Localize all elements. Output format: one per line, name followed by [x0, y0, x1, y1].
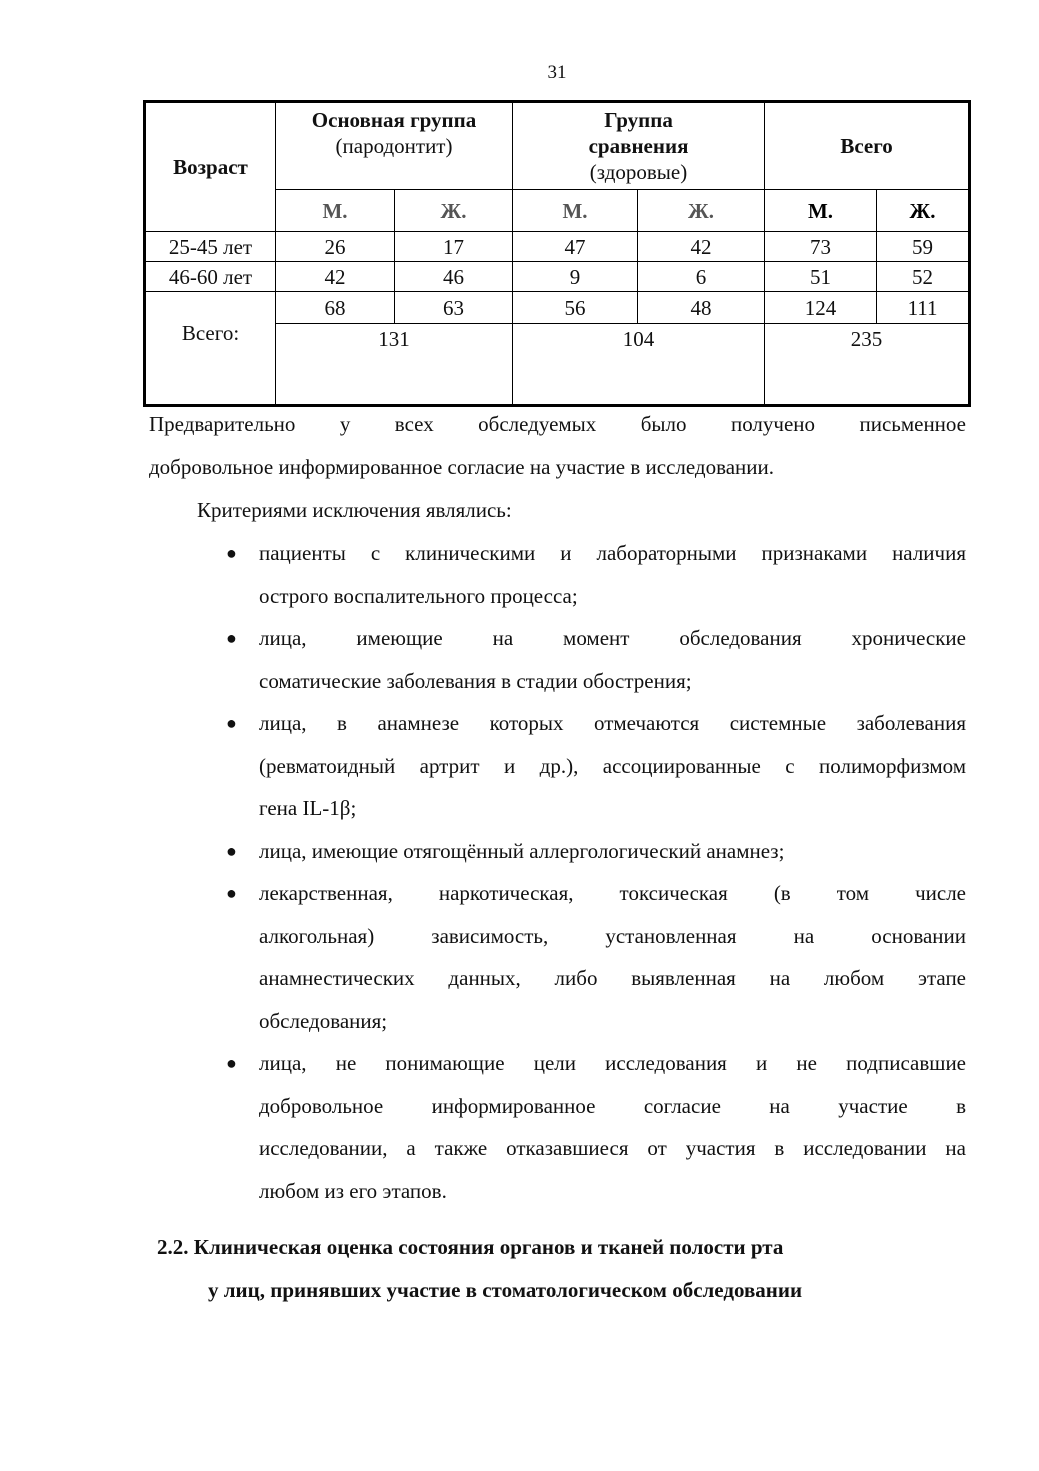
sub-header-m: М.	[765, 190, 877, 232]
list-item-line: гена IL-1β;	[259, 796, 357, 820]
table-cell: 9	[513, 262, 638, 292]
table-cell: 42	[638, 232, 765, 262]
sub-header-f: Ж.	[638, 190, 765, 232]
sub-header-m: М.	[513, 190, 638, 232]
header-age: Возраст	[145, 102, 276, 232]
table-cell: 124	[765, 292, 877, 324]
table-cell: 73	[765, 232, 877, 262]
table-cell: 26	[276, 232, 395, 262]
group-total-comparison: 104	[513, 324, 765, 406]
list-item	[0, 830, 966, 873]
paragraph-consent-line-1: Предварительно у всех обследуемых было получено письменное	[149, 412, 966, 436]
sub-header-f: Ж.	[395, 190, 513, 232]
bullet-icon: ●	[226, 883, 237, 903]
bullet-icon: ●	[226, 840, 237, 861]
list-item-line: любом из его этапов.	[259, 1178, 447, 1203]
bullet-icon: ●	[226, 1053, 237, 1073]
header-main-subtitle: (пародонтит)	[335, 134, 453, 158]
demographics-table	[143, 100, 971, 407]
page-number: 31	[547, 62, 567, 83]
group-total-all: 235	[765, 324, 970, 406]
list-item-line: добровольное информированное согласие на участие в	[259, 1093, 966, 1118]
table-cell: 59	[877, 232, 970, 262]
list-item-line: лекарственная, наркотическая, токсическая (в том числе	[259, 881, 966, 905]
row-label: 25-45 лет	[145, 232, 276, 262]
header-main-group	[276, 102, 513, 190]
table-cell: 47	[513, 232, 638, 262]
header-comp-title-2: сравнения	[588, 134, 689, 158]
bullet-icon: ●	[226, 628, 237, 648]
header-comp-subtitle: (здоровые)	[589, 160, 688, 184]
table-cell: 42	[276, 262, 395, 292]
table-cell: 51	[765, 262, 877, 292]
list-item	[0, 872, 966, 1042]
list-item-line: соматические заболевания в стадии обострения;	[259, 668, 692, 693]
list-item-line: исследовании, а также отказавшиеся от участия в исследовании на	[259, 1136, 966, 1160]
table-cell: 48	[638, 292, 765, 324]
list-item-line: лица, имеющие на момент обследования хронические	[259, 626, 966, 650]
list-item	[0, 617, 966, 702]
bullet-icon: ●	[226, 543, 237, 563]
table-row-total	[145, 292, 970, 324]
header-comp-title-1: Группа	[604, 108, 673, 132]
row-label-total: Всего:	[145, 292, 276, 406]
list-item-line: алкогольная) зависимость, установленная на основании	[259, 923, 966, 948]
list-item-line: лица, имеющие отягощённый аллергологический анамнез;	[259, 838, 785, 863]
section-heading-line-2: у лиц, принявших участие в стоматологическом обследовании	[208, 1278, 803, 1302]
list-item-line: лица, в анамнезе которых отмечаются системные заболевания	[259, 711, 966, 735]
list-item-line: острого воспалительного процесса;	[259, 583, 578, 608]
paragraph-consent-line-2: добровольное информированное согласие на участие в исследовании.	[149, 455, 775, 479]
table-row	[145, 232, 970, 262]
list-item-line: (ревматоидный артрит и др.), ассоциированные с полиморфизмом	[259, 753, 966, 778]
table-cell: 17	[395, 232, 513, 262]
header-comparison-group	[513, 102, 765, 190]
header-total: Всего	[765, 102, 970, 190]
list-item	[0, 532, 966, 617]
row-label: 46-60 лет	[145, 262, 276, 292]
group-total-main: 131	[276, 324, 513, 406]
section-heading-line-1: 2.2. Клиническая оценка состояния органов и тканей полости рта	[157, 1235, 784, 1259]
table-row	[145, 262, 970, 292]
table-cell: 56	[513, 292, 638, 324]
bullet-icon: ●	[226, 713, 237, 733]
criteria-intro: Критериями исключения являлись:	[197, 498, 512, 522]
list-item-line: лица, не понимающие цели исследования и не подписавшие	[259, 1051, 966, 1075]
list-item-line: пациенты с клиническими и лабораторными признаками наличия	[259, 541, 966, 565]
exclusion-criteria-list	[0, 532, 1039, 1212]
sub-header-m: М.	[276, 190, 395, 232]
list-item-line: обследования;	[259, 1008, 388, 1033]
table-cell: 6	[638, 262, 765, 292]
list-item	[0, 702, 966, 830]
table-cell: 52	[877, 262, 970, 292]
list-item	[0, 1042, 966, 1212]
list-item-line: анамнестических данных, либо выявленная на любом этапе	[259, 966, 966, 990]
table-cell: 63	[395, 292, 513, 324]
table-cell: 68	[276, 292, 395, 324]
header-main-title: Основная группа	[311, 108, 477, 132]
sub-header-f: Ж.	[877, 190, 970, 232]
table-cell: 46	[395, 262, 513, 292]
table-cell: 111	[877, 292, 970, 324]
